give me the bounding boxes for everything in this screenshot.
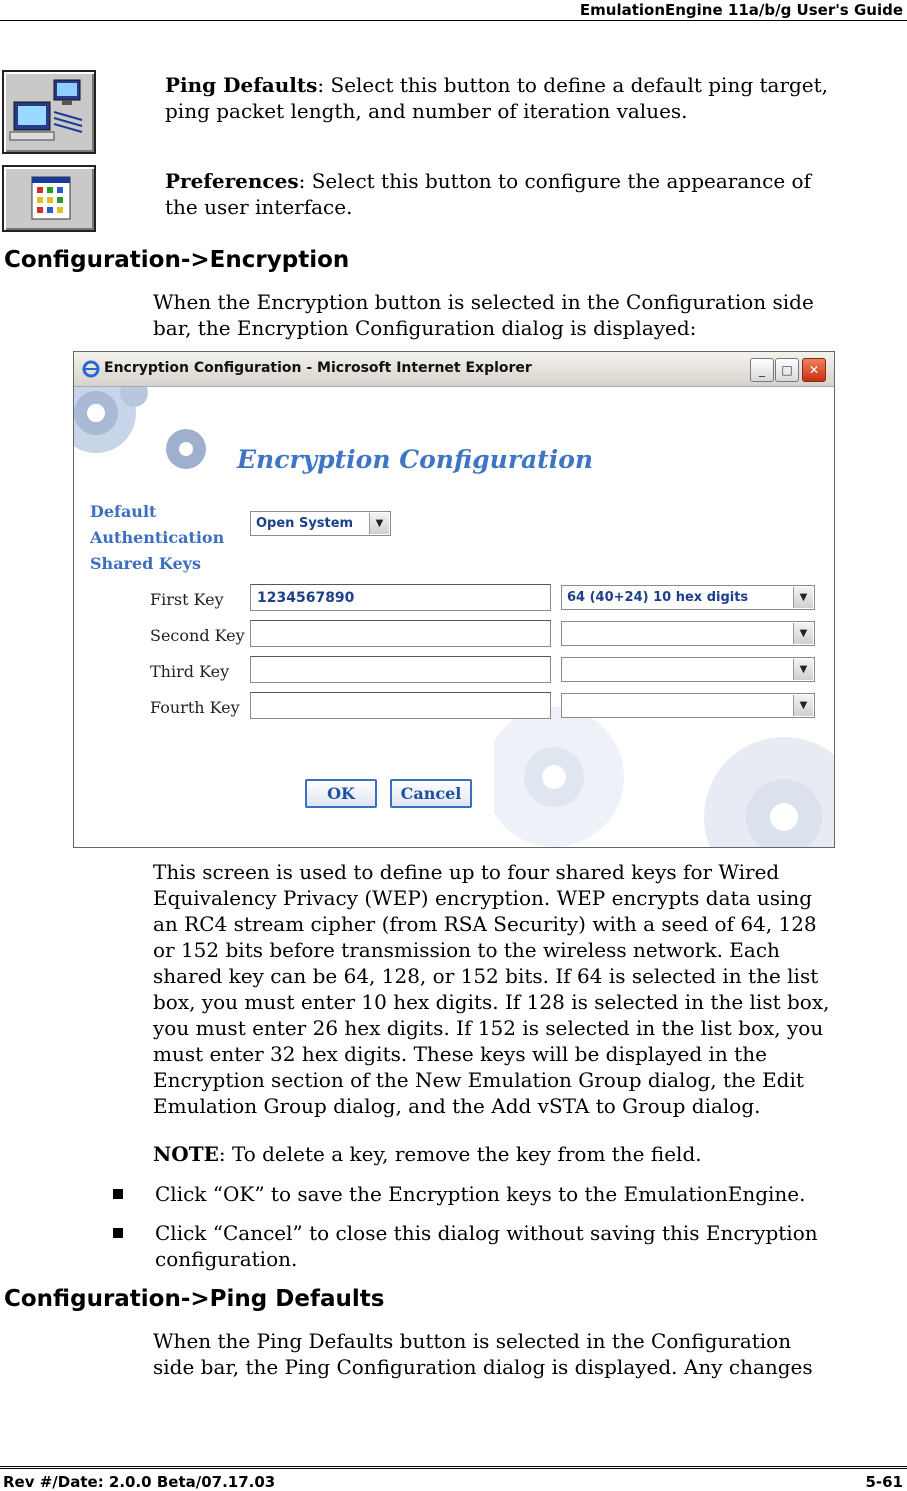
- chevron-down-icon: ▼: [793, 695, 813, 716]
- page-footer: [0, 1466, 907, 1491]
- chevron-down-icon: ▼: [793, 623, 813, 644]
- bullet-icon: [113, 1228, 123, 1238]
- note: NOTE: To delete a key, remove the key from the field.: [153, 1142, 702, 1166]
- chevron-down-icon: ▼: [793, 587, 813, 608]
- bullet-icon: [113, 1189, 123, 1199]
- shared-keys-label: Shared Keys: [90, 554, 201, 573]
- close-button[interactable]: ✕: [802, 358, 826, 382]
- section-heading-encryption: Configuration->Encryption: [4, 247, 350, 273]
- preferences-description: Preferences: Select this button to configure the appearance of the user interface.: [165, 169, 811, 219]
- maximize-button[interactable]: □: [775, 358, 799, 382]
- second-key-label: Second Key: [150, 626, 245, 645]
- section-heading-ping-defaults: Configuration->Ping Defaults: [4, 1286, 385, 1312]
- fourth-key-length-select[interactable]: [561, 693, 815, 718]
- gear-decoration-icon: [74, 387, 234, 507]
- preferences-term: Preferences: [165, 169, 299, 193]
- first-key-label: First Key: [150, 590, 224, 609]
- footer-revision: Rev #/Date: 2.0.0 Beta/07.17.03: [3, 1473, 276, 1491]
- note-term: NOTE: [153, 1142, 219, 1166]
- third-key-input[interactable]: [250, 656, 551, 683]
- encryption-dialog: [73, 351, 835, 848]
- fourth-key-input[interactable]: [250, 692, 551, 719]
- page-number: 5-61: [865, 1473, 903, 1491]
- ping-defaults-description: Ping Defaults: Select this button to define a default ping target, ping packet length, and number of iteration values.: [165, 73, 829, 123]
- page-header: [0, 0, 907, 21]
- second-key-input[interactable]: [250, 620, 551, 647]
- bullet-cancel: Click “Cancel” to close this dialog without saving this Encryption configuration.: [155, 1221, 818, 1271]
- preferences-icon: [2, 165, 96, 232]
- bullet-ok: Click “OK” to save the Encryption keys to the EmulationEngine.: [155, 1182, 806, 1206]
- dialog-titlebar: [74, 352, 834, 387]
- ie-icon: [82, 360, 100, 378]
- first-key-length-select[interactable]: 64 (40+24) 10 hex digits ▼: [561, 585, 815, 610]
- header-title: EmulationEngine 11a/b/g User's Guide: [579, 1, 903, 19]
- default-auth-label-2: Authentication: [90, 528, 225, 547]
- ok-button[interactable]: OK: [305, 779, 377, 808]
- chevron-down-icon: ▼: [369, 513, 389, 534]
- ping-defaults-intro: When the Ping Defaults button is selected in the Configuration side bar, the Ping Configuration dialog is displayed. Any changes: [153, 1329, 813, 1379]
- ping-defaults-term: Ping Defaults: [165, 73, 318, 97]
- first-key-input[interactable]: 1234567890: [250, 584, 551, 611]
- dialog-window-title: Encryption Configuration - Microsoft Internet Explorer: [104, 360, 532, 376]
- dialog-content: [74, 387, 834, 847]
- third-key-length-select[interactable]: [561, 657, 815, 682]
- chevron-down-icon: ▼: [793, 659, 813, 680]
- third-key-label: Third Key: [150, 662, 230, 681]
- cancel-button[interactable]: Cancel: [390, 779, 472, 808]
- second-key-length-select[interactable]: [561, 621, 815, 646]
- encryption-description: This screen is used to define up to four shared keys for Wired Equivalency Privacy (WEP) encryption. WEP encrypts data using an RC4 stream cipher (from RSA Security) with a seed of 64, 128 or 152 bits before transmission to the wireless network. Each shared key can be 64, 128, or 152 bits. If 64 is selected in the list box, you must enter 10 hex digits. If 128 is selected in the list box, you must enter 26 hex digits. If 152 is selected in the list box, you must enter 32 hex digits. These keys will be displayed in the Encryption section of the New Emulation Group dialog, the Edit Emulation Group dialog, and the Add vSTA to Group dialog.: [153, 860, 830, 1118]
- encryption-intro: When the Encryption button is selected in the Configuration side bar, the Encryption Configuration dialog is displayed:: [153, 290, 814, 340]
- minimize-button[interactable]: _: [750, 358, 774, 382]
- auth-select[interactable]: Open System ▼: [250, 511, 391, 536]
- fourth-key-label: Fourth Key: [150, 698, 240, 717]
- dialog-heading: Encryption Configuration: [237, 445, 594, 474]
- default-auth-label: Default: [90, 502, 157, 521]
- ping-defaults-icon: [2, 70, 96, 154]
